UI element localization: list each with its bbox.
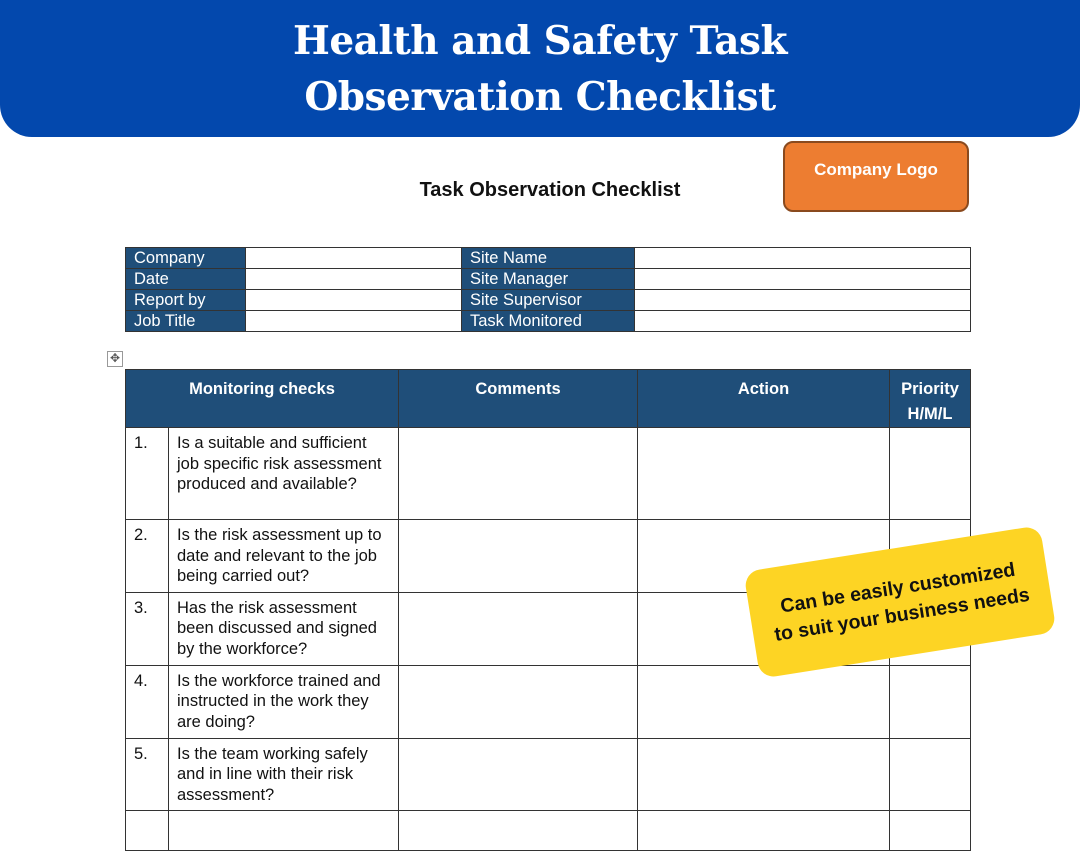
label-site-manager: Site Manager bbox=[462, 269, 635, 290]
table-row bbox=[126, 811, 971, 851]
customization-sticker: Can be easily customized to suit your business needs bbox=[743, 525, 1056, 679]
header-priority: Priority H/M/L bbox=[890, 370, 971, 428]
header-action: Action bbox=[638, 370, 890, 428]
company-logo-placeholder: Company Logo bbox=[783, 141, 969, 212]
comments-cell[interactable] bbox=[399, 665, 638, 738]
check-text: Is the risk assessment up to date and relevant to the job being carried out? bbox=[169, 520, 399, 593]
priority-cell[interactable] bbox=[890, 428, 971, 520]
job-title-field[interactable] bbox=[246, 311, 462, 332]
comments-cell[interactable] bbox=[399, 428, 638, 520]
row-number: 4. bbox=[126, 665, 169, 738]
row-number: 1. bbox=[126, 428, 169, 520]
priority-cell[interactable] bbox=[890, 738, 971, 811]
site-manager-field[interactable] bbox=[635, 269, 971, 290]
header-comments: Comments bbox=[399, 370, 638, 428]
label-job-title: Job Title bbox=[126, 311, 246, 332]
header-monitoring-checks: Monitoring checks bbox=[126, 370, 399, 428]
table-row bbox=[126, 428, 971, 520]
site-name-field[interactable] bbox=[635, 248, 971, 269]
title-banner bbox=[0, 0, 1080, 137]
report-by-field[interactable] bbox=[246, 290, 462, 311]
action-cell[interactable] bbox=[638, 738, 890, 811]
label-date: Date bbox=[126, 269, 246, 290]
comments-cell[interactable] bbox=[399, 520, 638, 593]
row-number: 5. bbox=[126, 738, 169, 811]
table-row bbox=[126, 665, 971, 738]
action-cell[interactable] bbox=[638, 665, 890, 738]
row-number: 2. bbox=[126, 520, 169, 593]
priority-cell[interactable] bbox=[890, 665, 971, 738]
label-site-supervisor: Site Supervisor bbox=[462, 290, 635, 311]
label-site-name: Site Name bbox=[462, 248, 635, 269]
label-report-by: Report by bbox=[126, 290, 246, 311]
comments-cell[interactable] bbox=[399, 592, 638, 665]
date-field[interactable] bbox=[246, 269, 462, 290]
check-text: Is a suitable and sufficient job specific risk assessment produced and available? bbox=[169, 428, 399, 520]
info-table bbox=[125, 247, 971, 332]
company-field[interactable] bbox=[246, 248, 462, 269]
comments-cell[interactable] bbox=[399, 738, 638, 811]
site-supervisor-field[interactable] bbox=[635, 290, 971, 311]
action-cell[interactable] bbox=[638, 428, 890, 520]
label-task-monitored: Task Monitored bbox=[462, 311, 635, 332]
check-text: Is the workforce trained and instructed in the work they are doing? bbox=[169, 665, 399, 738]
task-monitored-field[interactable] bbox=[635, 311, 971, 332]
row-number: 3. bbox=[126, 592, 169, 665]
check-text: Has the risk assessment been discussed and signed by the workforce? bbox=[169, 592, 399, 665]
table-row bbox=[126, 738, 971, 811]
check-text: Is the team working safely and in line with their risk assessment? bbox=[169, 738, 399, 811]
table-move-handle-icon[interactable]: ✥ bbox=[107, 351, 123, 367]
banner-title: Health and Safety Task Observation Checklist bbox=[293, 17, 787, 120]
document-title: Task Observation Checklist bbox=[419, 179, 681, 201]
label-company: Company bbox=[126, 248, 246, 269]
